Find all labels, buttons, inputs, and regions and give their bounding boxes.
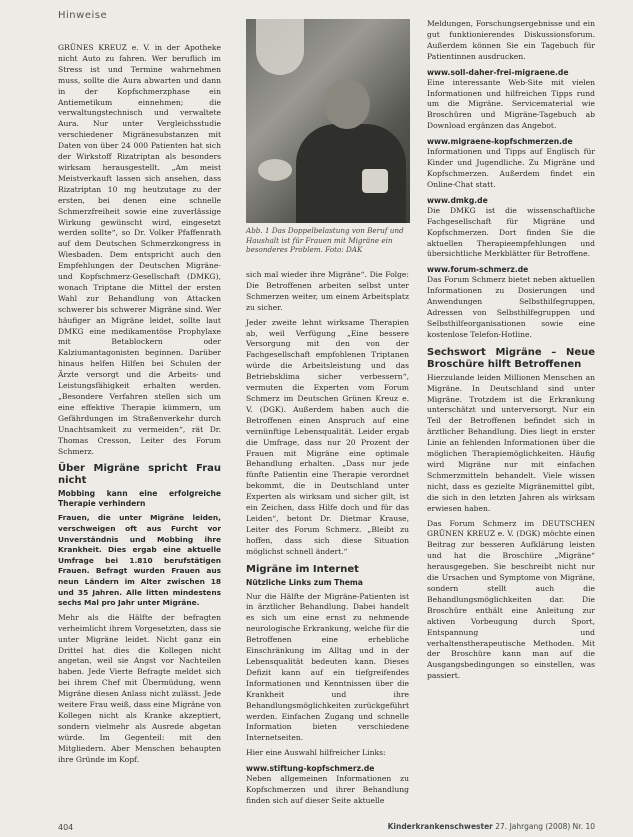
column-2 xyxy=(246,270,409,811)
column-1 xyxy=(58,43,221,769)
web-link[interactable]: www.migraene-kopfschmerzen.de xyxy=(427,137,573,147)
section-heading: Migräne im Internet xyxy=(246,563,359,575)
section-subheading: Nützliche Links zum Thema xyxy=(246,577,363,587)
link-description: Eine interessante Web-Site mit vielen Informationen und hilfreichen Tipps rund um die Migräne. Servicematerial wie Broschüren und Migräne-Tagebuch ab Download ergänzen das Angebot. xyxy=(427,77,595,131)
link-description: Das Forum Schmerz bietet neben aktuellen Informationen zu Dosierungen und Anwendungen Selbsthilfegruppen, Adressen von Selbsthilfegruppen und Selbsthilfeorganisationen sowie eine kostenlose Telefon-Hotline. xyxy=(427,275,595,339)
footer-credit xyxy=(388,822,595,831)
paragraph: Neben allgemeinen Informationen zu Kopfschmerzen und ihrer Behandlung finden sich auf dieser Seite aktuelle xyxy=(246,774,409,805)
paragraph: Mehr als die Hälfte der befragten verheimlicht ihrem Vorgesetzten, dass sie unter Migräne leidet. Nicht ganz ein Drittel hat dies die Kollegen nicht angetan, weil sie Angst vor Nachteilen haben. Jede Vierte Befragte meldet sich bei ihrem Chef mit Übermüdung, wenn Migräne diesen Anlass nicht zulässt. Jede weitere Frau weiß, dass eine Migräne von Kollegen nicht als Kranke akzeptiert, sondern vielmehr als Ausrede abgetan würde. Im Gegenteil: mit den Mitgliedern. Aber Menschen behaupten ihre Gründe im Kopf. xyxy=(58,612,221,764)
web-link[interactable]: www.dmkg.de xyxy=(427,195,488,205)
paragraph: Hierzulande leiden Millionen Menschen an Migräne. In Deutschland sind unter Migräne. Trotzdem ist die Erkrankung unterschätzt und unterversorgt. Nur ein Teil der Betroffenen befindet sich in ärztlicher Behandlung. Dies liegt in erster Linie an fehlenden Informationen über die möglichen Therapiemöglichkeiten. Häufig wird Migräne nur mit einfachen Schmerzmitteln behandelt. Viele wissen nicht, dass es gezielte Migränemittel gibt, die sich in den letzten Jahren als wirksam erwiesen haben. xyxy=(427,372,595,513)
section-heading: Sechswort Migräne – Neue Broschüre hilft Betroffenen xyxy=(427,346,595,370)
magazine-name: Kinderkrankenschwester xyxy=(387,822,493,831)
paragraph: Hier eine Auswahl hilfreicher Links: xyxy=(246,748,386,758)
article-photo xyxy=(246,19,410,223)
link-description: Die DMKG ist die wissenschaftliche Fachgesellschaft für Migräne und Kopfschmerzen. Dort finden Sie die aktuellen Therapieempfehlungen und übersichtliche Merkblätter für Betroffene. xyxy=(427,205,595,259)
paragraph: GRÜNES KREUZ e. V. in der Apotheke nicht Auto zu fahren. Wer beruflich im Stress ist und Termine wahrnehmen muss, sollte die Aura abwarten und dann in der Kopfschmerzphase ein Antiemetikum einnehmen; die verwaltungstechnisch und verwaltete Aura. Nur unter Vergleichsstudie verschiedener Migränesubstanzen mit Daten von über 24 000 Patienten hat sich der Wirkstoff Rizatriptan als besonders wirksam herausgestellt. „Am meist Meistverkauft lassen sich ansehen, dass Rizatriptan 10 mg heutzutage zu der ersten, bei denen eine schnelle Schmerzfreiheit sowie eine zuverlässige Wirkung gewünscht wird, eingesetzt werden sollte“, so Dr. Volker Pfaffenrath auf dem Deutschen Schmerzkongress in Wiesbaden. Dem entspricht auch den Empfehlungen der Deutschen Migräne- und Kopfschmerz-Gesellschaft (DMKG), wonach Triptane die Mittel der ersten Wahl zur Behandlung von Attacken schwerer bis schwerer Migräne sind. Wer häufiger an Migräne leidet, sollte laut DMKG eine medikamentöse Prophylaxe mit Betablockern oder Kalziumantagonisten beginnen. Darüber hinaus helfen Hilfen bei Schulen der Ärzte versorgt und die Arbeits- und Leistungsfähigkeit erhalten werden. „Besondere Verfahren stellen sich um eine effektive Therapie kümmern, um Gefährdungen im Straßenverkehr durch Unachtsamkeit zu vermeiden“, rät Dr. Thomas Cresson, Leiter des Forum Schmerz. xyxy=(58,43,221,456)
web-link[interactable]: www.stiftung-kopfschmerz.de xyxy=(246,764,375,774)
paragraph: Meldungen, Forschungsergebnisse und ein gut funktionierendes Diskussionsforum. Außerdem können Sie ein Tagebuch für Patientinnen ausdrucken. xyxy=(427,19,595,61)
section-subheading: Mobbing kann eine erfolgreiche Therapie verhindern xyxy=(58,489,221,509)
web-link[interactable]: www.forum-schmerz.de xyxy=(427,265,529,275)
section-heading: Über Migräne spricht Frau nicht xyxy=(58,463,221,487)
paragraph: Jeder zweite lehnt wirksame Therapien ab, weil Verfügung „Eine bessere Versorgung mit den von der Fachgesellschaft empfohlenen Triptanen würde die Arbeitsleistung und das Betriebsklima sicher verbessern“, vermuten die Experten vom Forum Schmerz im Deutschen Grünen Kreuz e. V. (DGK). Außerdem haben auch die Betroffenen einen Anspruch auf eine vernünftige Lebensqualität. Leider ergab die Umfrage, dass nur 20 Prozent der Frauen mit Migräne eine optimale Behandlung erhalten. „Dass nur jede fünfte Patientin eine Therapie verordnet bekommt, die in Deutschland unter Experten als wirksam und sicher gilt, ist ein Zeichen, dass Hilfe doch und für das Leiden“, betont Dr. Dietmar Krause, Leiter des Forum Schmerz. „Bleibt zu hoffen, dass sich diese Situation möglichst schnell ändert.“ xyxy=(246,317,409,556)
paragraph: Nur die Hälfte der Migräne-Patienten ist in ärztlicher Behandlung. Dabei handelt es sich um eine ernst zu nehmende neurologische Erkrankung, welche für die Betroffenen eine erhebliche Einschränkung im Alltag und in der Lebensqualität bedeuten kann. Dieses Defizit kann auf ein tiefgreifendes Informationen und Kenntnissen über die Krankheit und ihre Behandlungsmöglichkeiten zurückgeführt werden. Einfachen Zugang und schnelle Information bieten verschiedene Internetseiten. xyxy=(246,591,409,743)
lead-paragraph: Frauen, die unter Migräne leiden, verschweigen oft aus Furcht vor Unverständnis und Mobbing ihre Krankheit. Dies ergab eine aktuelle Umfrage bei 1.810 berufstätigen Frauen. Befragt wurden Frauen aus neun Ländern im Alter zwischen 18 und 35 Jahren. Alle litten mindestens sechs Mal pro Jahr unter Migräne. xyxy=(58,513,221,608)
link-description: Informationen und Tipps auf Englisch für Kinder und Jugendliche. Zu Migräne und Kopfschmerzen. Außerdem findet ein Online-Chat statt. xyxy=(427,147,595,189)
web-link[interactable]: www.soll-daher-frei-migraene.de xyxy=(427,67,569,77)
paragraph: Das Forum Schmerz im DEUTSCHEN GRÜNEN KREUZ e. V. (DGK) möchte einen Beitrag zur besseren Aufklärung leisten und hat die Broschüre „Migräne“ herausgegeben. Sie beschreibt nicht nur die Ursachen und Symptome von Migräne, sondern stellt auch die Behandlungsmöglichkeiten dar. Die Broschüre enthält eine Anleitung zur aktiven Vorbeugung durch Sport, Entspannung und verhaltenstherapeutische Methoden. Mit der Broschüre kann man auf die Ausgangsbedingungen so einstellen, was passiert. xyxy=(427,518,595,681)
issue-info: 27. Jahrgang (2008) Nr. 10 xyxy=(495,822,595,831)
photo-caption: Abb. 1 Das Doppelbelastung von Beruf und Haushalt ist für Frauen mit Migräne ein besonderes Problem. Foto: DAK xyxy=(246,226,404,255)
paragraph: sich mal wieder ihre Migräne“. Die Folge: Die Betroffenen arbeiten selbst unter Schmerzen weiter, um einem Arbeitsplatz zu sicher. xyxy=(246,270,409,312)
column-3 xyxy=(427,19,595,686)
page-number: 404 xyxy=(58,823,74,832)
running-head: Hinweise xyxy=(58,10,108,21)
